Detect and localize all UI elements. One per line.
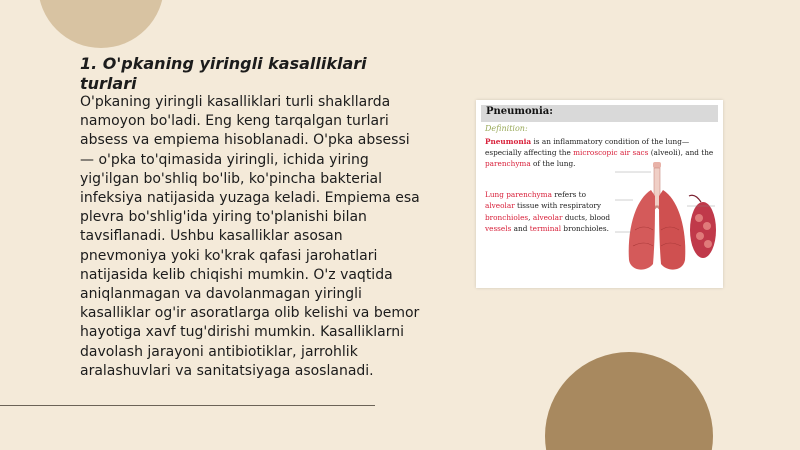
text-fragment: tissue with respiratory [514,201,601,211]
divider-line [0,405,375,406]
decorative-circle-bottom [545,352,713,450]
highlight-bronchioles: bronchioles [485,212,529,222]
highlight-alveolar: alveolar [485,201,515,211]
highlight-lung-parenchyma: Lung parenchyma [485,190,552,199]
highlight-air-sacs: microscopic air sacs [573,148,649,157]
highlight-parenchyma: parenchyma [485,159,531,168]
text-fragment: (alveoli), and the [648,148,714,157]
text-fragment: refers to [551,190,586,199]
lung-anatomy-illustration [613,160,717,280]
decorative-circle-top [38,0,164,48]
card-definition-label: Definition: [485,124,528,133]
card-parenchyma-text [485,189,615,234]
highlight-alveolar-ducts: alveolar [532,212,563,222]
slide-body-text: O'pkaning yiringli kasalliklari turli shakllarda namoyon bo'ladi. Eng keng tarqalgan turlari absess va empiema hisoblanadi. O'pka absessi — o'pka to'qimasida yiringli, ichida yiring yig'ilgan bo'shliq bo'lib, ko'pincha bakterial infeksiya natijasida yuzaga keladi. Empiema esa plevra bo'shlig'ida yiring to'planishi bilan tavsiflanadi. Ushbu kasalliklar asosan pnevmoniya yoki ko'krak qafasi jarohatlari natijasida kelib chiqishi mumkin. O'z vaqtida aniqlanmagan va davolanmagan yiringli kasalliklar og'ir asoratlarga olib kelishi va bemor hayotiga xavf tug'dirishi mumkin. Kasalliklarni davolash jarayoni antibiotiklar, jarrohlik aralashuvlari va sanitatsiyaga asoslanadi. [80,94,420,379]
term-pneumonia: Pneumonia [485,137,532,146]
highlight-terminal: terminal [529,223,562,233]
card-title: Pneumonia: [486,106,553,117]
highlight-vessels: vessels [485,223,512,233]
text-fragment: ducts, blood [562,212,611,222]
text-fragment: of the lung. [530,159,576,168]
text-fragment: and [511,223,530,233]
slide-title: 1. O'pkaning yiringli kasalliklari turlari [80,54,367,93]
pneumonia-image-card [476,100,723,288]
text-fragment: is an inflammatory condition of the lung—especially affecting the [485,137,690,157]
text-fragment: , [528,212,533,222]
text-fragment: bronchioles. [561,223,609,233]
